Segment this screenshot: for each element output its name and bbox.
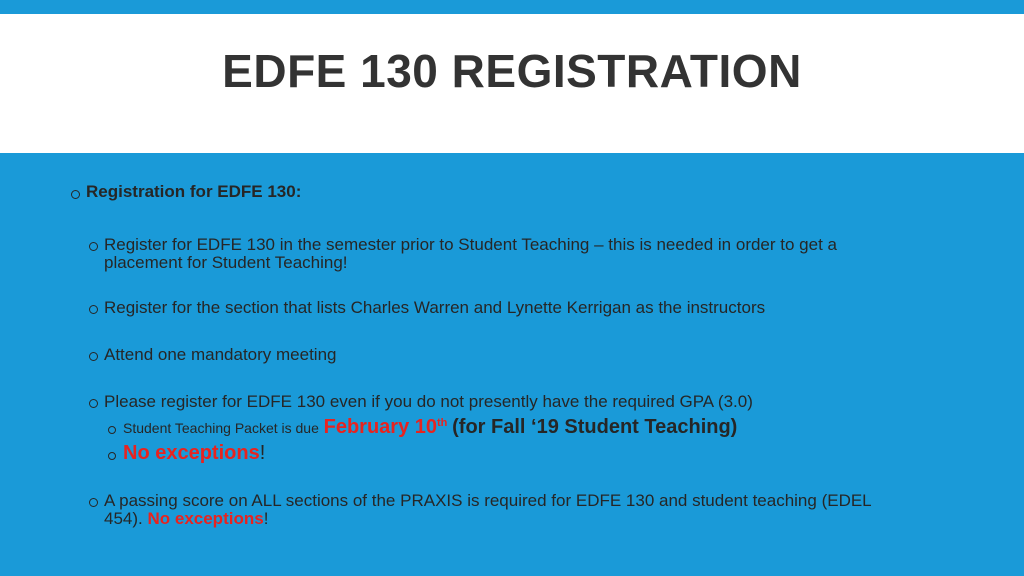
bullet-circle-icon [108,452,116,460]
packet-due-prefix: Student Teaching Packet is due [123,420,319,436]
bullet-register-semester: Register for EDFE 130 in the semester prior to Student Teaching – this is needed in order to get a placement for Student Teaching! [104,235,837,272]
praxis-punct: ! [263,509,269,528]
bullet-circle-icon [89,242,98,251]
slide-title: EDFE 130 REGISTRATION [222,45,802,97]
bullet-praxis [104,492,904,528]
section-heading: Registration for EDFE 130: [86,182,302,201]
bullet-circle-icon [89,498,98,507]
praxis-text: A passing score on ALL sections of the PRAXIS is required for EDFE 130 and student teaching (EDEL 454). [104,491,872,528]
bullet-mandatory-meeting: Attend one mandatory meeting [104,345,337,364]
packet-due-suffix: (for Fall ‘19 Student Teaching) [452,416,738,438]
no-exceptions-line [123,444,265,463]
praxis-no-exceptions: No exceptions [147,509,264,528]
slide-content [0,153,1024,576]
packet-due-date: February 10 [323,416,438,438]
bullet-circle-icon [89,352,98,361]
no-exceptions-punct: ! [259,442,266,464]
bullet-register-gpa: Please register for EDFE 130 even if you do not presently have the required GPA (3.0) [104,392,753,411]
bullet-circle-icon [89,305,98,314]
no-exceptions-label: No exceptions [123,442,260,464]
bullet-circle-icon [71,190,80,199]
packet-due-date-sup: th [437,417,448,429]
bullet-register-section: Register for the section that lists Charles Warren and Lynette Kerrigan as the instructors [104,298,766,317]
bullet-circle-icon [108,426,116,434]
bullet-circle-icon [89,399,98,408]
packet-due-line [123,418,737,437]
top-strip [0,0,1024,14]
